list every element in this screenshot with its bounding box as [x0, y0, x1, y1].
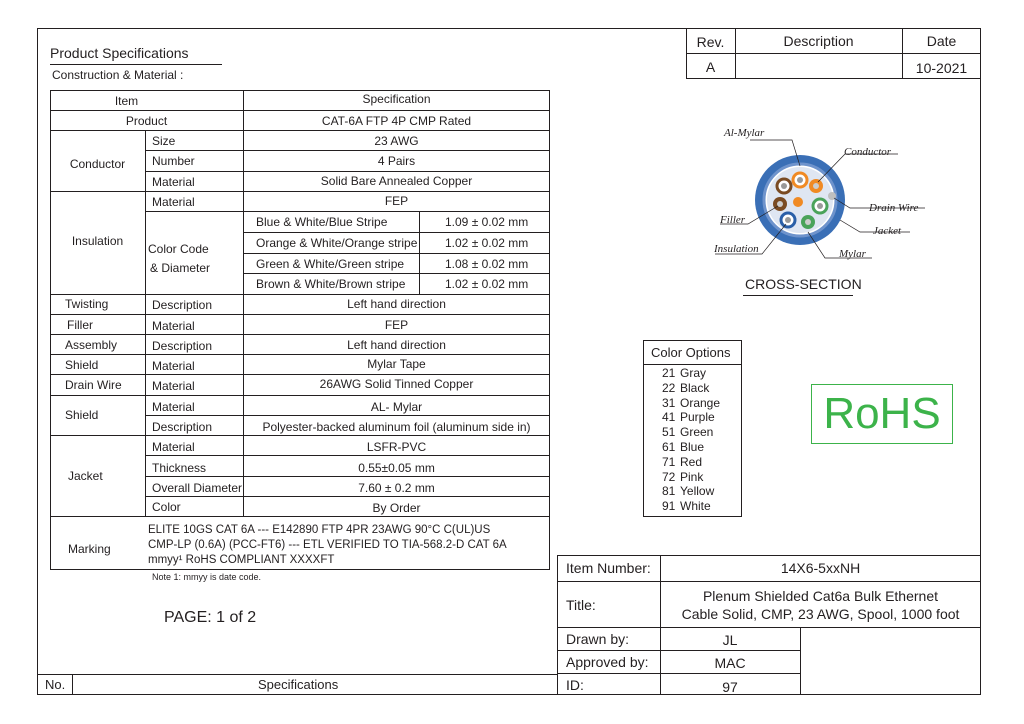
- diameter-label: & Diameter: [150, 261, 211, 275]
- shield2-desc-value: Polyester-backed aluminum foil (aluminum side in): [262, 420, 531, 434]
- cross-section-title: CROSS-SECTION: [745, 276, 862, 292]
- divider: [643, 364, 742, 365]
- color-option-code: 41: [662, 410, 676, 425]
- shield2-desc-label: Description: [152, 420, 213, 434]
- jacket-material-value: LSFR-PVC: [366, 440, 427, 454]
- divider: [145, 476, 550, 477]
- color-option-name: Purple: [680, 410, 715, 425]
- divider: [145, 496, 550, 497]
- divider: [557, 673, 800, 674]
- divider: [50, 334, 550, 335]
- divider: [145, 130, 146, 294]
- color-options-title: Color Options: [651, 345, 731, 360]
- filler-label: Filler: [67, 318, 93, 332]
- description-header: Description: [783, 33, 854, 49]
- header-item: Item: [114, 94, 139, 108]
- conductor-dot: [785, 217, 791, 223]
- filler: [793, 197, 803, 207]
- insulation-material-value: FEP: [384, 194, 409, 208]
- divider: [50, 516, 550, 517]
- divider: [50, 191, 550, 192]
- divider: [686, 53, 981, 54]
- divider: [145, 455, 550, 456]
- color-option-code: 81: [662, 484, 676, 499]
- divider: [50, 130, 550, 131]
- divider: [50, 110, 550, 111]
- jacket-label: Jacket: [68, 469, 103, 483]
- marking-label: Marking: [68, 542, 111, 556]
- insulation-material-label: Material: [152, 195, 195, 209]
- filler-sub: Material: [152, 319, 195, 333]
- title-line: Plenum Shielded Cat6a Bulk Ethernet: [702, 588, 939, 604]
- conductor-size-value: 23 AWG: [374, 134, 419, 148]
- product-value: CAT-6A FTP 4P CMP Rated: [321, 114, 472, 128]
- filler-label-diagram: Filler: [720, 214, 746, 226]
- jacket-material-label: Material: [152, 440, 195, 454]
- product-label: Product: [125, 114, 168, 128]
- color-code-label: Color Code: [148, 242, 209, 256]
- shield-sub: Material: [152, 359, 195, 373]
- marking-line: CMP-LP (0.6A) (PCC-FT6) --- ETL VERIFIED TO TIA-568.2-D CAT 6A: [148, 539, 507, 551]
- date-header: Date: [926, 33, 957, 49]
- drain-wire-label-diagram: Drain Wire: [869, 202, 919, 214]
- shield-label: Shield: [65, 358, 99, 372]
- conductor-dot: [781, 183, 787, 189]
- page-number: PAGE: 1 of 2: [164, 609, 257, 626]
- color-option-name: Orange: [680, 395, 721, 410]
- divider: [243, 253, 550, 254]
- color-diameter: 1.02 ± 0.02 mm: [445, 277, 529, 291]
- item-number-value: 14X6-5xxNH: [780, 560, 861, 576]
- divider: [660, 555, 661, 695]
- divider: [145, 415, 550, 416]
- rev-header: Rev.: [696, 34, 725, 50]
- conductor-material-value: Solid Bare Annealed Copper: [320, 174, 473, 188]
- conductor-number-value: 4 Pairs: [377, 154, 416, 168]
- divider: [145, 211, 550, 212]
- title-underline: [50, 64, 222, 65]
- color-option-code: 51: [662, 425, 676, 440]
- divider: [50, 314, 550, 315]
- conductor-dot: [813, 183, 819, 189]
- divider: [50, 374, 550, 375]
- cross-section-underline: [743, 295, 853, 296]
- color-name: Brown & White/Brown stripe: [256, 277, 406, 291]
- color-option-code: 61: [662, 440, 676, 454]
- divider: [243, 273, 550, 274]
- divider: [37, 674, 557, 675]
- conductor-label-diagram: Conductor: [844, 146, 892, 158]
- divider: [243, 232, 550, 233]
- shield-value: Mylar Tape: [367, 357, 426, 371]
- insulation-label: Insulation: [71, 234, 124, 248]
- date-value: 10-2021: [915, 60, 968, 76]
- drain-wire-value: 26AWG Solid Tinned Copper: [319, 377, 474, 391]
- divider: [50, 395, 550, 396]
- page-title: Product Specifications: [50, 45, 189, 61]
- rev-value: A: [705, 59, 716, 75]
- filler-value: FEP: [384, 318, 409, 332]
- conductor-size-label: Size: [152, 134, 176, 148]
- color-option-name: Black: [680, 380, 710, 395]
- color-name: Green & White/Green stripe: [256, 257, 405, 271]
- twisting-label: Twisting: [65, 297, 109, 311]
- jacket-diameter-label: Overall Diameter: [152, 481, 243, 495]
- shield2-label: Shield: [65, 408, 99, 422]
- color-option-code: 71: [662, 454, 676, 469]
- jacket-thickness-label: Thickness: [152, 461, 207, 475]
- shield2-material-label: Material: [152, 400, 195, 414]
- section-subtitle: Construction & Material :: [52, 68, 184, 82]
- jacket-diameter-value: 7.60 ± 0.2 mm: [358, 481, 435, 495]
- color-diameter: 1.08 ± 0.02 mm: [445, 257, 529, 271]
- mylar-label-diagram: Mylar: [839, 248, 866, 260]
- color-option-name: Yellow: [680, 484, 715, 499]
- color-option-code: 91: [662, 499, 676, 514]
- jacket-color-label: Color: [152, 500, 181, 514]
- conductor-label: Conductor: [69, 157, 126, 171]
- color-option-name: Green: [680, 425, 714, 440]
- divider: [557, 555, 981, 556]
- divider: [145, 294, 146, 516]
- divider: [145, 150, 550, 151]
- drain-wire-sub: Material: [152, 379, 195, 393]
- twisting-sub: Description: [152, 298, 213, 312]
- divider: [557, 555, 558, 695]
- color-option-name: Gray: [680, 366, 707, 380]
- drain-wire-label: Drain Wire: [65, 378, 122, 392]
- title-label: Title:: [566, 597, 596, 613]
- footer-spec-label: Specifications: [258, 677, 339, 692]
- shield2-material-value: AL- Mylar: [370, 400, 423, 414]
- jacket-label-diagram: Jacket: [873, 225, 902, 237]
- date-code-note: Note 1: mmyy is date code.: [152, 572, 262, 582]
- color-option-code: 31: [662, 395, 676, 410]
- marking-line: ELITE 10GS CAT 6A --- E142890 FTP 4PR 23AWG 90°C C(UL)US: [148, 524, 491, 536]
- footer-no-label: No.: [45, 677, 66, 692]
- color-option-name: Blue: [680, 440, 705, 454]
- jacket-thickness-value: 0.55±0.05 mm: [358, 461, 435, 475]
- title-line: Cable Solid, CMP, 23 AWG, Spool, 1000 foot: [681, 606, 960, 622]
- header-spec: Specification: [362, 92, 431, 106]
- color-option-name: Pink: [680, 469, 704, 484]
- conductor-number-label: Number: [152, 154, 195, 168]
- marking-line: mmyy¹ RoHS COMPLIANT XXXXFT: [148, 554, 335, 566]
- divider: [557, 650, 800, 651]
- id-value: 97: [722, 679, 738, 695]
- conductor-dot: [817, 203, 823, 209]
- drawn-by-value: JL: [722, 632, 738, 648]
- assembly-value: Left hand direction: [347, 338, 446, 352]
- color-name: Orange & White/Orange stripe: [256, 236, 418, 250]
- color-diameter: 1.09 ± 0.02 mm: [445, 215, 529, 229]
- divider: [50, 435, 550, 436]
- assembly-label: Assembly: [65, 338, 118, 352]
- insulation-label-diagram: Insulation: [714, 243, 759, 255]
- divider: [50, 354, 550, 355]
- conductor-dot: [805, 219, 811, 225]
- assembly-sub: Description: [152, 339, 213, 353]
- divider: [72, 674, 73, 695]
- al-mylar-label: Al-Mylar: [724, 127, 765, 139]
- divider: [145, 171, 550, 172]
- color-option-name: White: [680, 499, 711, 514]
- color-name: Blue & White/Blue Stripe: [256, 215, 388, 229]
- twisting-value: Left hand direction: [347, 297, 446, 311]
- drawn-by-label: Drawn by:: [566, 631, 630, 647]
- rohs-badge: RoHS: [811, 384, 953, 444]
- conductor-dot: [797, 177, 803, 183]
- conductor-material-label: Material: [152, 175, 195, 189]
- color-option-code: 21: [662, 366, 676, 380]
- divider: [800, 627, 801, 695]
- color-option-name: Red: [680, 454, 703, 469]
- jacket-color-value: By Order: [372, 501, 421, 515]
- divider: [557, 581, 981, 582]
- approved-by-value: MAC: [714, 655, 746, 671]
- color-option-code: 22: [662, 380, 676, 395]
- color-option-code: 72: [662, 469, 676, 484]
- divider: [557, 627, 981, 628]
- color-diameter: 1.02 ± 0.02 mm: [445, 236, 529, 250]
- id-label: ID:: [566, 677, 584, 693]
- approved-by-label: Approved by:: [566, 654, 649, 670]
- item-number-label: Item Number:: [566, 560, 651, 576]
- divider: [50, 294, 550, 295]
